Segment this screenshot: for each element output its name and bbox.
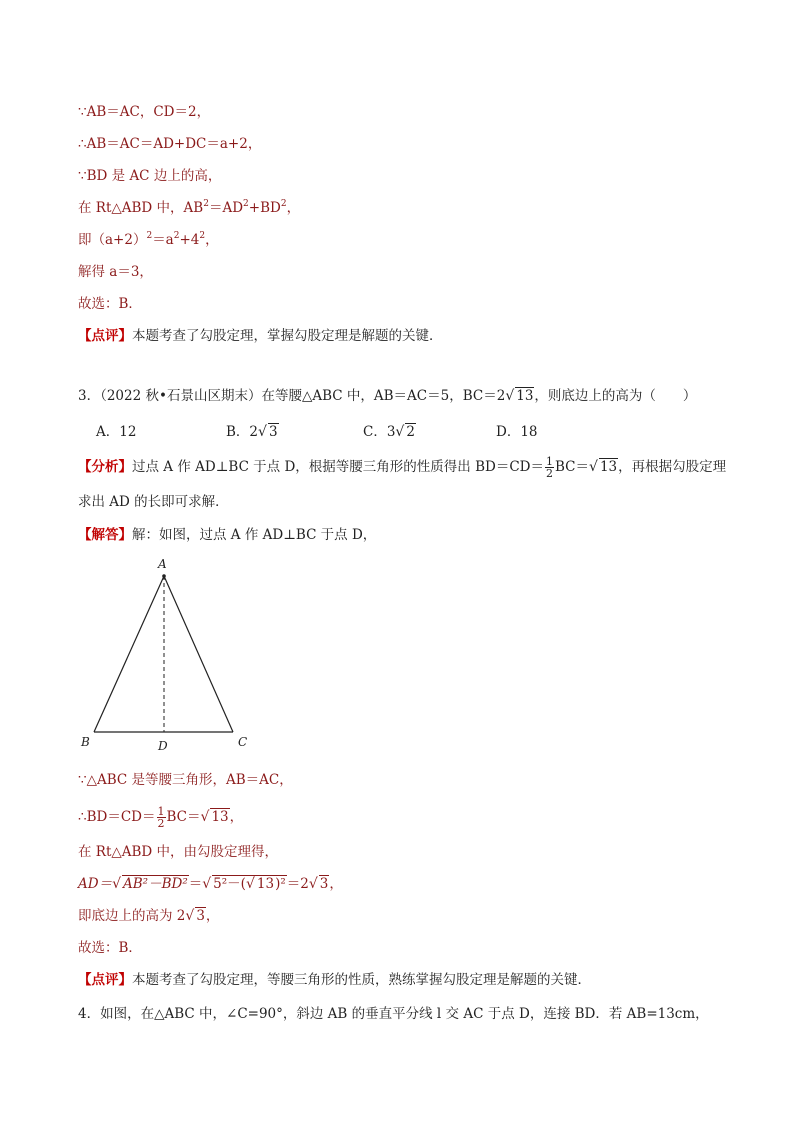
sqrt-icon: √ [202, 876, 212, 892]
step-4a: AD＝ [78, 876, 113, 892]
solution-line-6: 解得 a＝3， [78, 264, 153, 280]
analysis-rad: 13 [599, 459, 618, 475]
q3-stem-rad: 13 [516, 388, 534, 404]
step-2-rad: 13 [211, 809, 229, 825]
text-comma: ， [286, 200, 301, 216]
sqrt-icon: √ [258, 424, 267, 440]
triangle-svg [78, 554, 268, 759]
label-c: C [238, 735, 248, 749]
step-4-rad2: 5²－(√ 13)² [213, 876, 286, 892]
step-5a: 即底边上的高为 2 [78, 908, 186, 924]
solution-line-2: ∴AB＝AC＝AD+DC＝a+2， [78, 136, 262, 152]
step-5 [78, 906, 219, 926]
option-b [226, 420, 279, 440]
label-b: B [81, 735, 90, 749]
solution-line-1: ∵AB＝AC，CD＝2， [78, 104, 211, 120]
answer-line [78, 525, 376, 545]
review-2 [78, 970, 591, 990]
analysis-b: BC＝ [555, 459, 590, 475]
text-rt-abd: 在 Rt△ABD 中，AB [78, 200, 204, 216]
step-2c: ， [229, 809, 244, 825]
step-4-rad5: 3 [319, 876, 329, 892]
sqrt-icon: √ [589, 459, 598, 475]
text-ac: AC [129, 168, 150, 184]
text-ad: ＝AD [208, 200, 244, 216]
sqrt-icon: √ [505, 388, 515, 404]
text-bd: ∵BD [78, 168, 108, 184]
q4-stem: 4．如图，在△ABC 中，∠C=90°，斜边 AB 的垂直平分线 l 交 AC 于点 D，连接 BD．若 AB=13cm， [78, 1006, 709, 1022]
side-ab [94, 576, 164, 732]
analysis-c: ，再根据勾股定理 [618, 459, 727, 475]
exp-2: 2 [243, 199, 249, 209]
review-tag: 【点评】 [78, 972, 132, 988]
step-2a: ∴BD＝CD＝ [78, 809, 156, 825]
review-text: 本题考查了勾股定理，等腰三角形的性质，熟练掌握勾股定理是解题的关键． [132, 972, 591, 988]
review-text: 本题考查了勾股定理，掌握勾股定理是解题的关键． [132, 328, 443, 344]
exp-4: 2 [146, 231, 153, 241]
exp-3: 2 [280, 199, 287, 209]
option-b-pre: B．2 [226, 424, 259, 440]
text-altitude: 边上的高， [153, 168, 222, 184]
text-ji: 即（a+2） [78, 232, 147, 248]
q3-stem [78, 386, 696, 406]
step-5-rad: 3 [196, 908, 205, 924]
option-b-rad: 3 [268, 424, 278, 440]
option-c-pre: C．3 [363, 424, 396, 440]
step-5b: ， [205, 908, 220, 924]
text-bd2: +BD [248, 200, 281, 216]
side-ac [164, 576, 233, 732]
step-4 [78, 874, 343, 894]
solution-line-5 [78, 230, 219, 250]
step-4b: ＝ [188, 876, 203, 892]
q3-stem-a: 3．（2022 秋•石景山区期末）在等腰△ABC 中，AB＝AC＝5，BC＝2 [78, 388, 506, 404]
option-c-rad: 2 [406, 424, 415, 440]
review-tag: 【点评】 [78, 328, 132, 344]
label-d: D [158, 739, 168, 753]
answer-text: 解：如图，过点 A 作 AD⊥BC 于点 D， [132, 527, 377, 543]
step-6: 故选：B． [78, 940, 142, 956]
text-shi: 是 [111, 168, 126, 184]
label-a: A [158, 557, 167, 571]
step-4d: ， [329, 876, 343, 892]
step-1: ∵△ABC 是等腰三角形，AB＝AC， [78, 772, 293, 788]
sqrt-icon: √ [200, 809, 210, 825]
solution-line-4 [78, 198, 300, 218]
exp-1: 2 [203, 199, 209, 209]
step-4c: ＝2 [286, 876, 309, 892]
analysis-a: 过点 A 作 AD⊥BC 于点 D，根据等腰三角形的性质得出 BD＝CD＝ [132, 459, 544, 475]
exp-5: 2 [173, 231, 180, 241]
analysis-tag: 【分析】 [78, 459, 132, 475]
review-1 [78, 326, 443, 346]
analysis-line-2: 求出 AD 的长即可求解． [78, 494, 229, 510]
step-2b: BC＝ [166, 809, 201, 825]
analysis-line-1 [78, 456, 726, 479]
q3-stem-b: ，则底边上的高为（ ） [534, 388, 697, 404]
step-4-rad: AB²－BD² [123, 876, 188, 892]
vertex-a-dot [162, 574, 166, 578]
sqrt-icon: √ [395, 424, 405, 440]
exp-6: 2 [199, 231, 206, 241]
text-comma2: ， [205, 232, 219, 248]
sqrt-icon: √ [112, 876, 121, 892]
sqrt-icon: √ [308, 876, 318, 892]
solution-line-7: 故选：B． [78, 296, 142, 312]
text-a: ＝a [152, 232, 174, 248]
text-four: +4 [179, 232, 200, 248]
fraction-half: $\frac{1}{2}$ [546, 455, 553, 480]
fraction-half: $\frac{1}{2}$ [157, 805, 165, 830]
step-3: 在 Rt△ABD 中，由勾股定理得， [78, 844, 279, 860]
option-a: A．12 [96, 424, 137, 440]
option-c [363, 420, 416, 440]
solution-line-3 [78, 166, 221, 186]
step-2 [78, 806, 243, 829]
answer-tag: 【解答】 [78, 527, 132, 543]
option-d: D．18 [496, 424, 538, 440]
sqrt-icon: √ [185, 908, 195, 924]
triangle-figure [78, 554, 268, 759]
